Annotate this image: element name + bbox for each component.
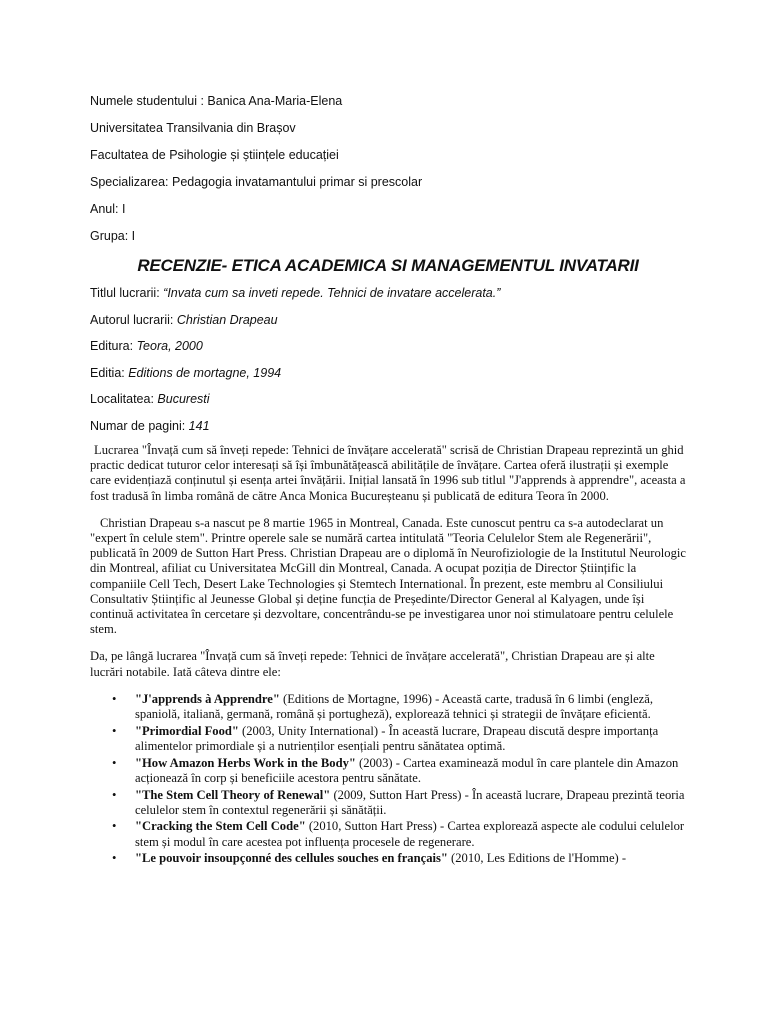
info-page-count [90,417,686,444]
bullet-icon: • [112,723,117,738]
work-description: (2010, Sutton Hart Press) - Cartea explorează aspecte ale codului celulelor stem și modul în care acestea pot influența procesele de regenerare. [135,819,685,849]
info-value: 141 [188,418,210,433]
info-label: Autorul lucrarii: [90,312,177,327]
list-item [90,756,686,786]
info-value: Christian Drapeau [176,312,278,327]
info-book-title [90,284,686,311]
bullet-icon: • [112,755,117,770]
bullet-icon: • [112,851,117,866]
university: Universitatea Transilvania din Brașov [90,121,296,135]
paragraph-intro [90,443,686,504]
info-edition [90,364,686,391]
bullet-icon: • [112,691,117,706]
list-item [90,724,686,754]
document-page [90,92,686,868]
work-title: "Le pouvoir insoupçonné des cellules souches en français" [135,851,448,866]
list-item [90,819,686,849]
work-title: "Cracking the Stem Cell Code" [135,819,306,834]
info-label: Localitatea: [90,392,158,406]
list-item [90,851,686,866]
works-list [90,692,686,867]
list-item [90,692,686,722]
student-name: Numele studentului : Banica Ana-Maria-Elena [90,94,343,108]
paragraph-other-works [90,649,686,679]
work-description: (2003, Unity International) - În această lucrare, Drapeau discută despre importanța alimentelor primordiale și a nutrienților esențiali pentru sănătatea optimă. [135,723,659,753]
info-label: Numar de pagini: [90,418,189,433]
work-title: "How Amazon Herbs Work in the Body" [135,755,356,770]
study-group: Grupa: I [90,229,136,243]
work-title: "The Stem Cell Theory of Renewal" [135,787,331,802]
info-location [90,390,686,417]
document-title: RECENZIE- ETICA ACADEMICA SI MANAGEMENTUL INVATARII [137,256,639,275]
info-label: Editura: [90,339,137,353]
info-value: Editions de mortagne, 1994 [128,365,282,380]
work-title: "Primordial Food" [135,723,239,738]
study-year: Anul: I [90,202,126,216]
paragraph-text: Christian Drapeau s-a nascut pe 8 martie 1965 in Montreal, Canada. Este cunoscut pentru ca s-a autodeclarat un "expert în celule stem". Printre operele sale se numără cartea intitulată "Teoria Celulelor Stem ale Regenerării", publicată în 2009 de Sutton Hart Press. Christian Drapeau are o diplomă în Neurofiziologie de la Institutul Neurologic din Montreal, afiliat cu Universitatea McGill din Montreal, Canada. A ocupat poziția de Director Științific la companiile Cell Tech, Desert Lake Technologies și Stemtech International. În prezent, este membru al Consiliului Consultativ Științific al Jeunesse Global și deține funcția de Președinte/Director General al Kalyagen, unde își continuă activitatea în cercetare și dezvoltare, concentrându-se pe investigarea unor noi stimulatoare pentru celulele stem. [90,515,686,637]
paragraph-author-bio [90,516,686,638]
work-title: "J'apprends à Apprendre" [135,691,280,706]
list-item [90,788,686,818]
work-description: (2010, Les Editions de l'Homme) - [447,851,627,866]
work-description: (Editions de Mortagne, 1996) - Această carte, tradusă în 6 limbi (engleză, spaniolă, italiană, germană, română și portugheză), explorează tehnici și strategii de învățare eficientă. [135,691,653,722]
paragraph-text: Da, pe lângă lucrarea "Învață cum să înveți repede: Tehnici de învățare accelerată", Christian Drapeau are și alte lucrări notabile. Iată câteva dintre ele: [90,649,655,679]
bullet-icon: • [112,819,117,834]
info-publisher [90,337,686,364]
work-description: (2003) - Cartea examinează modul în care plantele din Amazon acționează în corp și beneficiile acestora pentru sănătate. [135,755,679,785]
faculty: Facultatea de Psihologie și științele educației [90,148,339,162]
info-label: Editia: [90,365,129,380]
info-label: Titlul lucrarii: [90,286,164,300]
specialization: Specializarea: Pedagogia invatamantului primar si prescolar [90,175,423,189]
info-value: “Invata cum sa inveti repede. Tehnici de invatare accelerata.” [163,286,501,300]
info-value: Bucuresti [157,392,210,406]
paragraph-text: Lucrarea "Învață cum să înveți repede: Tehnici de învățare accelerată" scrisă de Christian Drapeau reprezintă un ghid practic dedicat tuturor celor interesați să își îmbunătățească abilitățile de învățare. Cartea oferă ilustrații și exemple care evidențiază conținutul și esența artei învățării. Inițial lansată în 1996 sub titlul "J'apprends à apprendre", aceasta a fost tradusă în limba română de către Anca Monica Bucureșteanu și publicată de editura Teora în 2000. [90,443,686,503]
work-description: (2009, Sutton Hart Press) - În această lucrare, Drapeau prezintă teoria celulelor stem în contextul regenerării și sănătății. [135,787,685,817]
info-author [90,311,686,338]
bullet-icon: • [112,787,117,802]
info-value: Teora, 2000 [136,339,203,353]
